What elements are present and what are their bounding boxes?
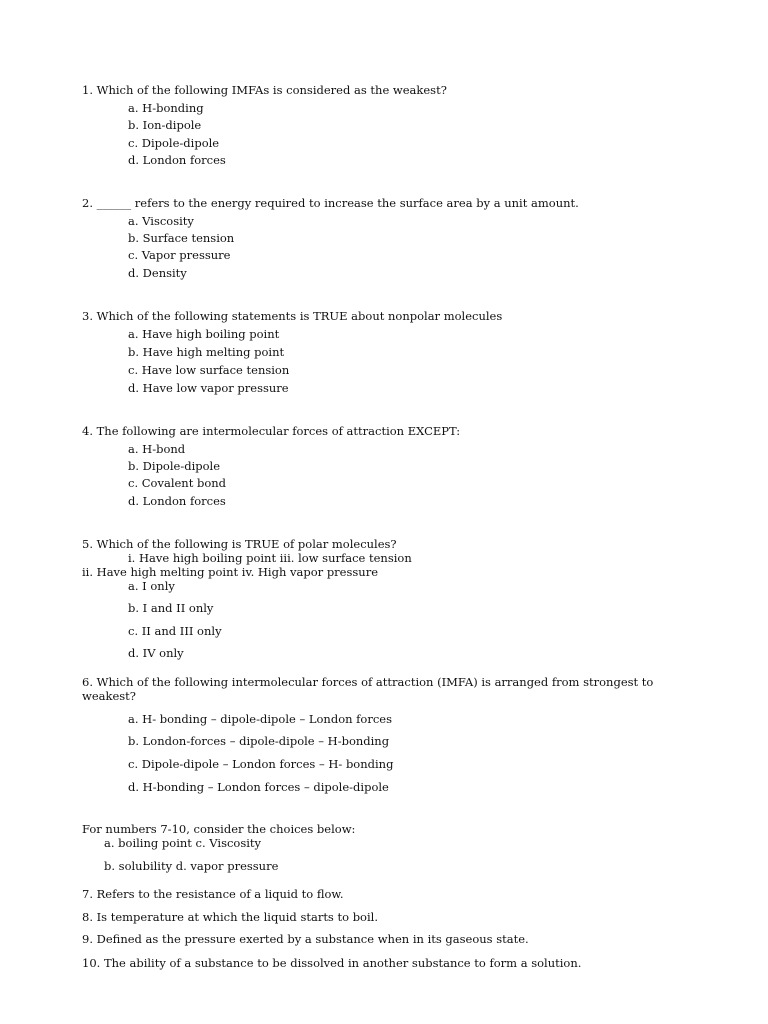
question-3-option-b: b. Have high melting point — [128, 345, 285, 359]
question-5-stem: 5. Which of the following is TRUE of polar molecules? — [82, 537, 397, 551]
question-3-option-c: c. Have low surface tension — [128, 363, 290, 377]
question-8: 8. Is temperature at which the liquid starts to boil. — [82, 910, 378, 924]
question-5-option-c: c. II and III only — [128, 624, 222, 638]
question-3-option-a: a. Have high boiling point — [128, 327, 280, 341]
question-6-option-b: b. London-forces – dipole-dipole – H-bonding — [128, 734, 390, 748]
group-7-10-choices-line-2: b. solubility d. vapor pressure — [104, 859, 279, 873]
question-4-option-c: c. Covalent bond — [128, 476, 227, 490]
question-1-option-c: c. Dipole-dipole — [128, 136, 220, 150]
question-1-option-a: a. H-bonding — [128, 101, 204, 115]
question-4-option-b: b. Dipole-dipole — [128, 459, 221, 473]
question-1-option-d: d. London forces — [128, 153, 226, 167]
question-4-option-a: a. H-bond — [128, 442, 186, 456]
group-7-10-choices-line-1: a. boiling point c. Viscosity — [104, 836, 262, 850]
question-2-option-d: d. Density — [128, 266, 187, 280]
question-2-stem: 2. ______ refers to the energy required to increase the surface area by a unit amount. — [82, 196, 579, 210]
group-7-10-intro: For numbers 7-10, consider the choices below: — [82, 822, 356, 836]
question-5-option-a: a. I only — [128, 579, 175, 593]
question-6-option-c: c. Dipole-dipole – London forces – H- bonding — [128, 757, 394, 771]
question-2-option-c: c. Vapor pressure — [128, 248, 231, 262]
question-7: 7. Refers to the resistance of a liquid to flow. — [82, 887, 344, 901]
question-5-option-d: d. IV only — [128, 646, 184, 660]
question-4-stem: 4. The following are intermolecular forces of attraction EXCEPT: — [82, 424, 461, 438]
question-5-statements-line-1: i. Have high boiling point iii. low surface tension — [128, 551, 412, 565]
question-2-option-b: b. Surface tension — [128, 231, 235, 245]
question-6-option-d: d. H-bonding – London forces – dipole-dipole — [128, 780, 389, 794]
question-3-option-d: d. Have low vapor pressure — [128, 381, 289, 395]
question-5-statements-line-2: ii. Have high melting point iv. High vapor pressure — [82, 565, 378, 579]
question-6-option-a: a. H- bonding – dipole-dipole – London forces — [128, 712, 393, 726]
question-1-stem: 1. Which of the following IMFAs is considered as the weakest? — [82, 83, 447, 97]
question-4-option-d: d. London forces — [128, 494, 226, 508]
question-3-stem: 3. Which of the following statements is TRUE about nonpolar molecules — [82, 309, 503, 323]
question-1-option-b: b. Ion-dipole — [128, 118, 202, 132]
question-5-option-b: b. I and II only — [128, 601, 214, 615]
question-6-stem: 6. Which of the following intermolecular forces of attraction (IMFA) is arranged from strongest to weakest? — [82, 675, 654, 703]
question-9: 9. Defined as the pressure exerted by a substance when in its gaseous state. — [82, 932, 529, 946]
question-10: 10. The ability of a substance to be dissolved in another substance to form a solution. — [82, 956, 582, 970]
question-2-option-a: a. Viscosity — [128, 214, 194, 228]
